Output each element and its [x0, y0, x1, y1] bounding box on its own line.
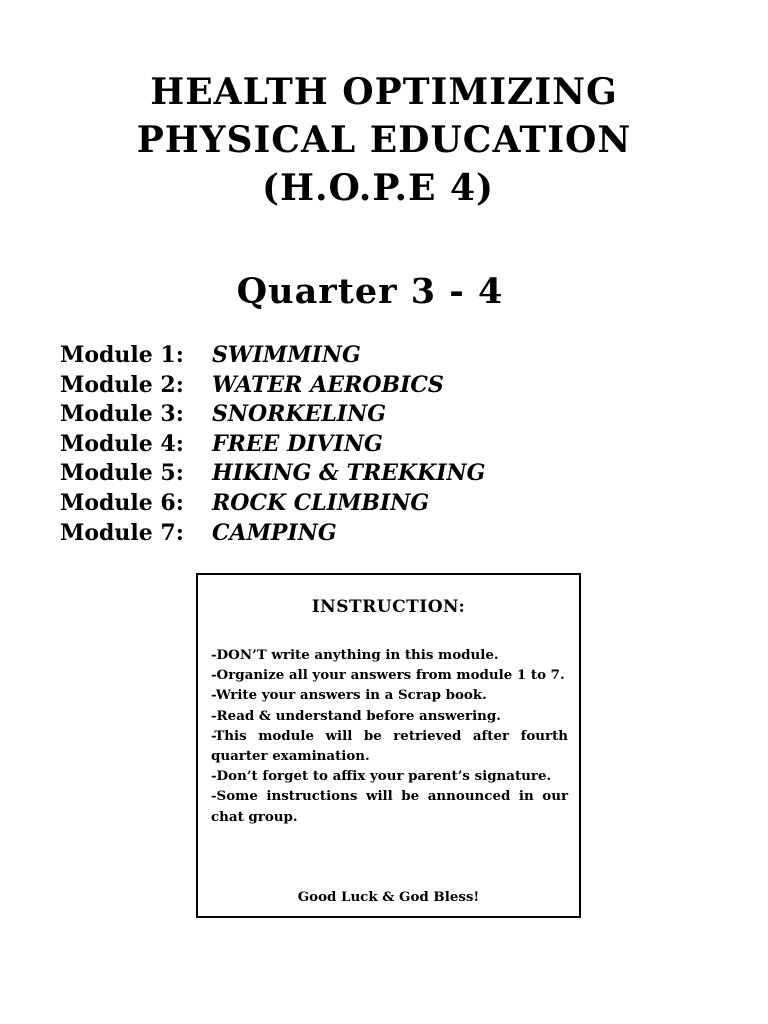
instruction-item: -Don’t forget to affix your parent’s signature. [211, 768, 552, 785]
title-line-3: (H.O.P.E 4) [261, 167, 495, 209]
quarter-heading: Quarter 3 - 4 [236, 271, 504, 312]
instruction-item: -Write your answers in a Scrap book. [211, 687, 487, 704]
module-name: FREE DIVING [212, 430, 383, 457]
module-name: SNORKELING [212, 401, 386, 428]
instruction-item: -Read & understand before answering. [211, 707, 501, 724]
instruction-heading: INSTRUCTION: [311, 597, 466, 617]
module-name: ROCK CLIMBING [212, 489, 430, 516]
document-title [0, 68, 768, 212]
module-row-5 [60, 459, 720, 489]
module-row-1 [60, 341, 720, 371]
instruction-item: -This module will be retrieved after fourth quarter examination. [211, 727, 568, 765]
instruction-item: -DON’T write anything in this module. [211, 647, 499, 663]
title-line-1: HEALTH OPTIMIZING [150, 71, 618, 113]
module-row-4 [60, 430, 720, 460]
module-name: CAMPING [212, 519, 337, 546]
module-name: WATER AEROBICS [212, 371, 444, 398]
module-label: Module 7: [60, 519, 184, 546]
module-row-7 [60, 519, 720, 549]
module-name: HIKING & TREKKING [212, 460, 486, 487]
module-row-6 [60, 489, 720, 519]
module-label: Module 3: [60, 401, 184, 428]
module-row-2 [60, 371, 720, 401]
module-label: Module 6: [60, 489, 184, 516]
module-label: Module 1: [60, 342, 184, 368]
instruction-item: -Organize all your answers from module 1 to 7. [211, 667, 565, 684]
title-line-2: PHYSICAL EDUCATION [136, 119, 632, 161]
module-list [60, 341, 720, 548]
module-label: Module 4: [60, 430, 184, 457]
closing-message: Good Luck & God Bless! [297, 889, 480, 905]
module-label: Module 5: [60, 460, 184, 487]
instruction-item: -Some instructions will be announced in our chat group. [211, 788, 568, 825]
module-name: SWIMMING [212, 342, 361, 368]
instruction-box [196, 573, 581, 918]
module-label: Module 2: [60, 371, 184, 398]
module-row-3 [60, 400, 720, 430]
instruction-list [211, 645, 568, 827]
